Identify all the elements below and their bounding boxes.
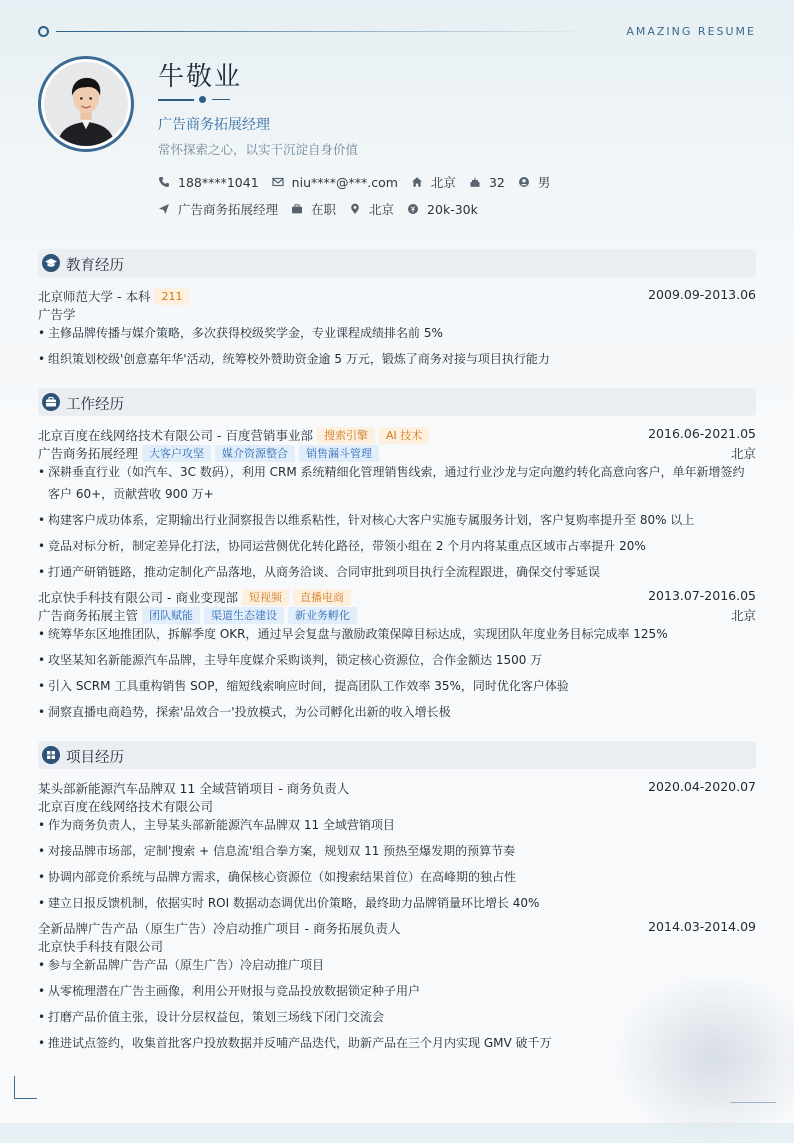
corner-bracket-decoration [14,1076,37,1099]
company: 北京百度在线网络技术有限公司 - 百度营销事业部 [38,428,313,443]
list-item: • 建立日报反馈机制，依据实时 ROI 数据动态调优出价策略，最终助力品牌销量环比增长 40% [38,896,540,910]
skill-tag: 团队赋能 [142,607,200,624]
location-item [411,173,456,191]
work-city: 北京 [730,446,756,461]
list-item: • 推进试点签约，收集首批客户投放数据并反哺产品迭代，助新产品在三个月内实现 GMV 破千万 [38,1036,552,1050]
section-work [38,388,756,416]
skill-tag: 新业务孵化 [288,607,357,624]
company: 北京快手科技有限公司 - 商业变现部 [38,590,238,605]
education-major: 广告学 [38,307,76,322]
gender-item [518,173,551,191]
target-position-item [158,200,278,218]
project-header [38,919,756,937]
briefcase-icon [291,203,303,215]
job-intention-row [158,200,491,218]
list-item: • 打磨产品价值主张，设计分层权益包，策划三场线下闭门交流会 [38,1010,385,1024]
phone-item [158,175,259,190]
work-role-row [38,606,756,624]
work-header [38,426,756,444]
age-item [469,175,505,190]
pin-icon [349,203,361,215]
project-company: 北京快手科技有限公司 [38,939,164,954]
project-name: 全新品牌广告产品（原生广告）冷启动推广项目 - 商务拓展负责人 [38,921,401,936]
list-item: • 深耕垂直行业（如汽车、3C 数码），利用 CRM 系统精细化管理销售线索，通过行业沙龙与定向邀约转化高意向客户，单年新增签约 [38,465,745,479]
skill-tag: 大客户攻坚 [142,445,211,462]
email-value: niu****@***.com [291,174,398,190]
salary-value: 20k-30k [427,201,478,217]
skill-tag: 销售漏斗管理 [299,445,379,462]
gender-value: 男 [537,175,551,190]
skill-tag: 渠道生态建设 [204,607,284,624]
list-item: • 打通产研销链路，推动定制化产品落地，从商务洽谈、合同审批到项目执行全流程跟进，确保交付零延误 [38,565,601,579]
section-title: 工作经历 [66,397,124,413]
education-header [38,287,756,305]
list-item: • 攻坚某知名新能源汽车品牌，主导年度媒介采购谈判，锁定核心资源位，合作金额达 1500 万 [38,653,543,667]
list-item: • 协调内部竞价系统与品牌方需求，确保核心资源位（如搜索结果首位）在高峰期的独占性 [38,870,517,884]
person-icon [518,176,530,188]
target-city-value: 北京 [369,202,395,217]
list-item: • 洞察直播电商趋势，探索'品效合一'投放模式，为公司孵化出新的收入增长极 [38,705,451,719]
name-underline-decoration [158,96,238,104]
corner-line-decoration [730,1102,776,1103]
brand-label: AMAZING RESUME [626,25,756,38]
target-city-item [349,200,394,218]
industry-tag: AI 技术 [379,427,429,444]
corner-glow-decoration [614,973,794,1143]
phone-icon [158,176,170,188]
email-item [272,175,398,190]
briefcase-icon [42,393,60,411]
school-degree: 北京师范大学 - 本科 [38,289,151,304]
top-decoration [38,24,756,38]
industry-tag: 直播电商 [293,589,351,606]
work-city: 北京 [730,608,756,623]
section-projects [38,741,756,769]
list-item: • 竞品对标分析，制定差异化打法，协同运营侧优化转化路径，带领小组在 2 个月内将某重点区域市占率提升 20% [38,539,646,553]
project-header [38,779,756,797]
list-item: • 引入 SCRM 工具重构销售 SOP，缩短线索响应时间，提高团队工作效率 35%，同时优化客户体验 [38,679,569,693]
education-period: 2009.09-2013.06 [648,287,756,302]
section-education [38,249,756,277]
list-item: • 对接品牌市场部，定制'搜索 + 信息流'组合拳方案，规划双 11 预热至爆发期的预算节奏 [38,844,516,858]
candidate-name: 牛敬业 [158,62,243,92]
project-period: 2014.03-2014.09 [648,919,756,934]
role: 广告商务拓展经理 [38,446,139,461]
status-value: 在职 [311,202,337,217]
project-company: 北京百度在线网络技术有限公司 [38,799,214,814]
work-period: 2013.07-2016.05 [648,588,756,603]
ring-icon [38,26,49,37]
list-item: • 组织策划校级'创意嘉年华'活动，统筹校外赞助资金逾 5 万元，锻炼了商务对接与项目执行能力 [38,352,550,366]
list-item: • 构建客户成功体系，定期输出行业洞察报告以维系粘性，针对核心大客户实施专属服务计划，客户复购率提升至 80% 以上 [38,513,695,527]
avatar [38,56,134,152]
work-header [38,588,756,606]
list-item: • 主修品牌传播与媒介策略，多次获得校级奖学金，专业课程成绩排名前 5% [38,326,443,340]
job-title: 广告商务拓展经理 [158,117,270,133]
list-item: • 参与全新品牌广告产品（原生广告）冷启动推广项目 [38,958,325,972]
section-title: 项目经历 [66,750,124,766]
salary-item [407,202,478,217]
school-tag: 211 [154,288,189,305]
location-value: 北京 [430,175,456,190]
mail-icon [272,176,284,188]
skill-tag: 媒介资源整合 [215,445,295,462]
list-item: • 统筹华东区地推团队，拆解季度 OKR，通过早会复盘与激励政策保障目标达成，实现团队年度业务目标完成率 125% [38,627,668,641]
money-icon [407,203,419,215]
industry-tag: 搜索引擎 [317,427,375,444]
home-icon [411,176,423,188]
status-item [291,200,336,218]
motto: 常怀探索之心，以实干沉淀自身价值 [158,142,359,157]
phone-value: 188****1041 [178,174,259,190]
cake-icon [469,176,481,188]
work-period: 2016.06-2021.05 [648,426,756,441]
list-item: • 作为商务负责人，主导某头部新能源汽车品牌双 11 全域营销项目 [38,818,395,832]
list-item-continuation: 客户 60+，贡献营收 900 万+ [48,487,214,501]
section-title: 教育经历 [66,258,124,274]
role: 广告商务拓展主管 [38,608,139,623]
project-period: 2020.04-2020.07 [648,779,756,794]
work-role-row [38,444,756,462]
list-item: • 从零梳理潜在广告主画像，利用公开财报与竞品投放数据锁定种子用户 [38,984,421,998]
industry-tag: 短视频 [242,589,289,606]
project-name: 某头部新能源汽车品牌双 11 全域营销项目 - 商务负责人 [38,781,350,796]
grid-icon [42,746,60,764]
target-position-value: 广告商务拓展经理 [178,202,279,217]
graduation-cap-icon [42,254,60,272]
divider [56,31,596,32]
age-value: 32 [488,174,505,190]
contact-row [158,173,563,191]
send-icon [158,203,170,215]
avatar-photo [44,62,128,146]
